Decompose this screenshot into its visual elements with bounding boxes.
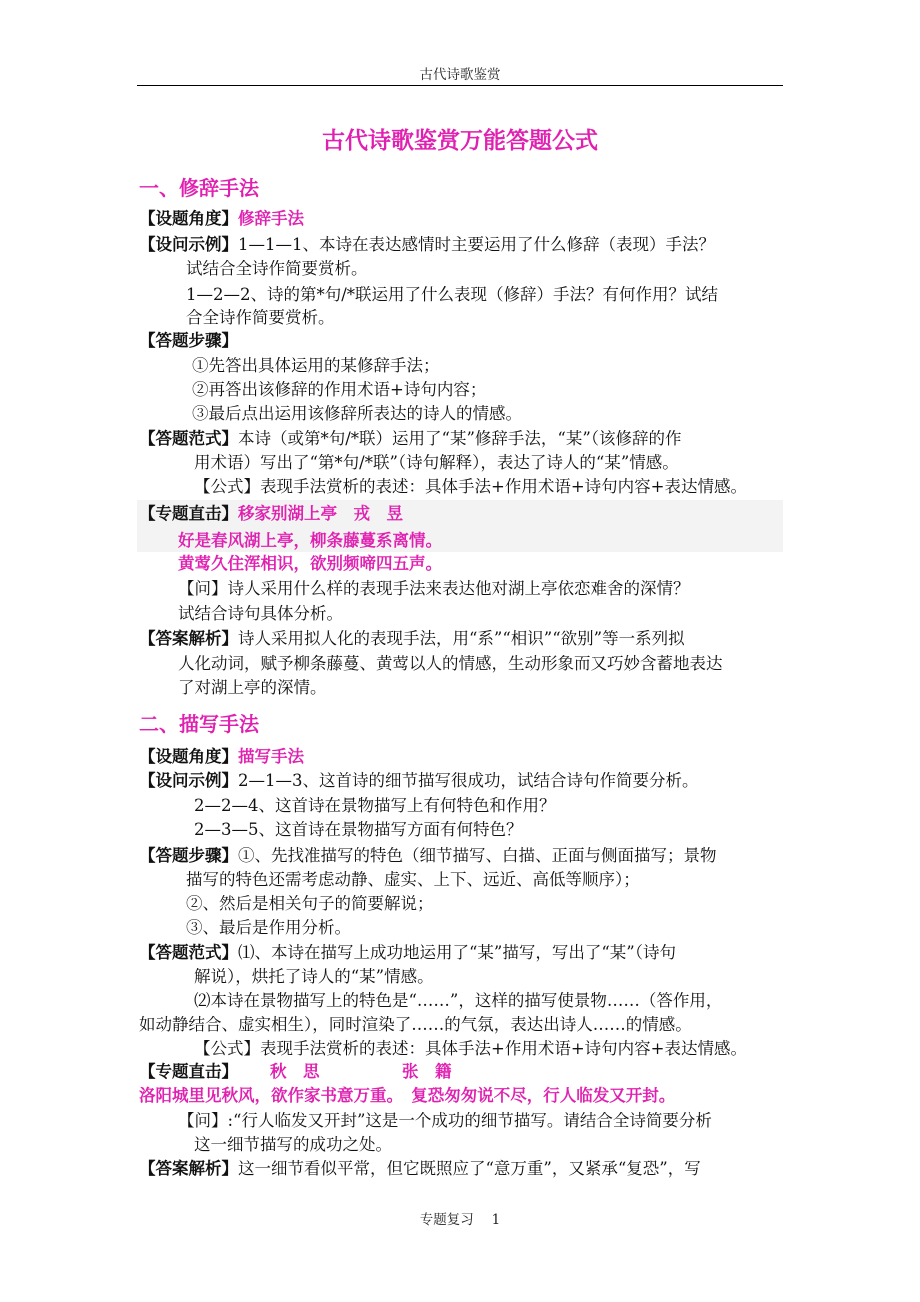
topic-label: 【专题直击】 (139, 504, 238, 523)
model-text: 本诗（或第*句/*联）运用了“某”修辞手法，“某”（该修辞的作 (238, 429, 682, 448)
steps-label: 【答题步骤】 (139, 846, 238, 865)
topic-label: 【专题直击】 (139, 1062, 238, 1081)
section-heading-rhetoric: 一、修辞手法 (139, 176, 259, 200)
question-line: 【问】诗人采用什么样的表现手法来表达他对湖上亭依恋难舍的深情？ (178, 579, 690, 598)
text-line: 2—2—4、这首诗在景物描写上有何特色和作用？ (194, 796, 556, 815)
angle-value: 修辞手法 (238, 209, 304, 228)
text-line: 解说），烘托了诗人的“某”情感。 (194, 967, 434, 986)
analysis-text: 这一细节看似平常，但它既照应了“意万重”，又紧承“复恐”，写 (238, 1159, 701, 1178)
text-line: 合全诗作简要赏析。 (186, 308, 335, 327)
header-rule (137, 85, 783, 86)
running-header: 古代诗歌鉴赏 (419, 67, 501, 83)
example-row (139, 770, 699, 792)
model-label: 【答题范式】 (139, 429, 238, 448)
text-line: 人化动词，赋予柳条藤蔓、黄莺以人的情感，生动形象而又巧妙含蓄地表达 (178, 654, 723, 673)
poem-line: 黄莺久住浑相识，欲别频啼四五声。 (178, 554, 442, 573)
page-title: 古代诗歌鉴赏万能答题公式 (322, 128, 598, 154)
text-line: 描写的特色还需考虑动静、虚实、上下、远近、高低等顺序）； (186, 870, 640, 889)
model-text: ⑴、本诗在描写上成功地运用了“某”描写，写出了“某”（诗句 (238, 943, 676, 962)
topic-row (139, 503, 403, 525)
text-line: 了对湖上亭的深情。 (178, 678, 327, 697)
model-row (139, 428, 682, 450)
step-item: ①先答出具体运用的某修辞手法； (192, 356, 440, 375)
section-heading-description: 二、描写手法 (139, 712, 259, 736)
text-line: ⑵本诗在景物描写上的特色是“……”，这样的描写使景物……（答作用， (194, 991, 723, 1010)
question-line: 【问】:“行人临发又开封”这是一个成功的细节描写。请结合全诗简要分析 (178, 1111, 712, 1130)
text-line: 这一细节描写的成功之处。 (194, 1135, 392, 1154)
text-line: 2—3—5、这首诗在景物描写方面有何特色？ (194, 820, 523, 839)
example-label: 【设问示例】 (139, 235, 238, 254)
topic-row (139, 1061, 452, 1083)
text-line: 用术语）写出了“第*句/*联”（诗句解释），表达了诗人的“某”情感。 (194, 453, 679, 472)
angle-row (139, 746, 304, 768)
step-item: ③、最后是作用分析。 (186, 918, 351, 937)
step-item: ②、然后是相关句子的简要解说； (186, 894, 434, 913)
example-text: 1—1—1、本诗在表达感情时主要运用了什么修辞（表现）手法？ (238, 235, 715, 254)
analysis-label: 【答案解析】 (139, 629, 238, 648)
text-line: 如动静结合、虚实相生），同时渲染了……的气氛，表达出诗人……的情感。 (139, 1015, 692, 1034)
analysis-label: 【答案解析】 (139, 1159, 238, 1178)
model-row (139, 942, 676, 964)
angle-value: 描写手法 (238, 747, 304, 766)
analysis-text: 诗人采用拟人化的表现手法，用“系”“相识”“欲别”等一系列拟 (238, 629, 685, 648)
formula-line: 【公式】表现手法赏析的表述：具体手法+作用术语+诗句内容+表达情感。 (194, 1039, 747, 1058)
analysis-row (139, 1158, 701, 1180)
text-line: 1—2—2、诗的第*句/*联运用了什么表现（修辞）手法？有何作用？试结 (186, 285, 719, 304)
formula-line: 【公式】表现手法赏析的表述：具体手法+作用术语+诗句内容+表达情感。 (194, 477, 747, 496)
step-item: ②再答出该修辞的作用术语+诗句内容； (192, 380, 487, 399)
steps-text: ①、先找准描写的特色（细节描写、白描、正面与侧面描写；景物 (238, 846, 717, 865)
poem-title: 秋 思 张 籍 (270, 1062, 452, 1081)
steps-row (139, 845, 717, 867)
angle-row (139, 208, 304, 230)
example-row (139, 234, 715, 256)
model-label: 【答题范式】 (139, 943, 238, 962)
steps-label: 【答题步骤】 (139, 331, 238, 350)
poem-line: 洛阳城里见秋风，欲作家书意万重。 复恐匆匆说不尽，行人临发又开封。 (139, 1086, 676, 1105)
text-line: 试结合诗句具体分析。 (178, 604, 343, 623)
step-item: ③最后点出运用该修辞所表达的诗人的情感。 (192, 404, 522, 423)
text-line: 试结合全诗作简要赏析。 (186, 259, 368, 278)
poem-title: 移家别湖上亭 戎 昱 (238, 504, 403, 523)
angle-label: 【设题角度】 (139, 747, 238, 766)
analysis-row (139, 628, 685, 650)
page-footer: 专题复习 1 (419, 1212, 501, 1228)
example-text: 2—1—3、这首诗的细节描写很成功，试结合诗句作简要分析。 (238, 771, 699, 790)
poem-line: 好是春风湖上亭，柳条藤蔓系离情。 (178, 531, 442, 550)
example-label: 【设问示例】 (139, 771, 238, 790)
angle-label: 【设题角度】 (139, 209, 238, 228)
